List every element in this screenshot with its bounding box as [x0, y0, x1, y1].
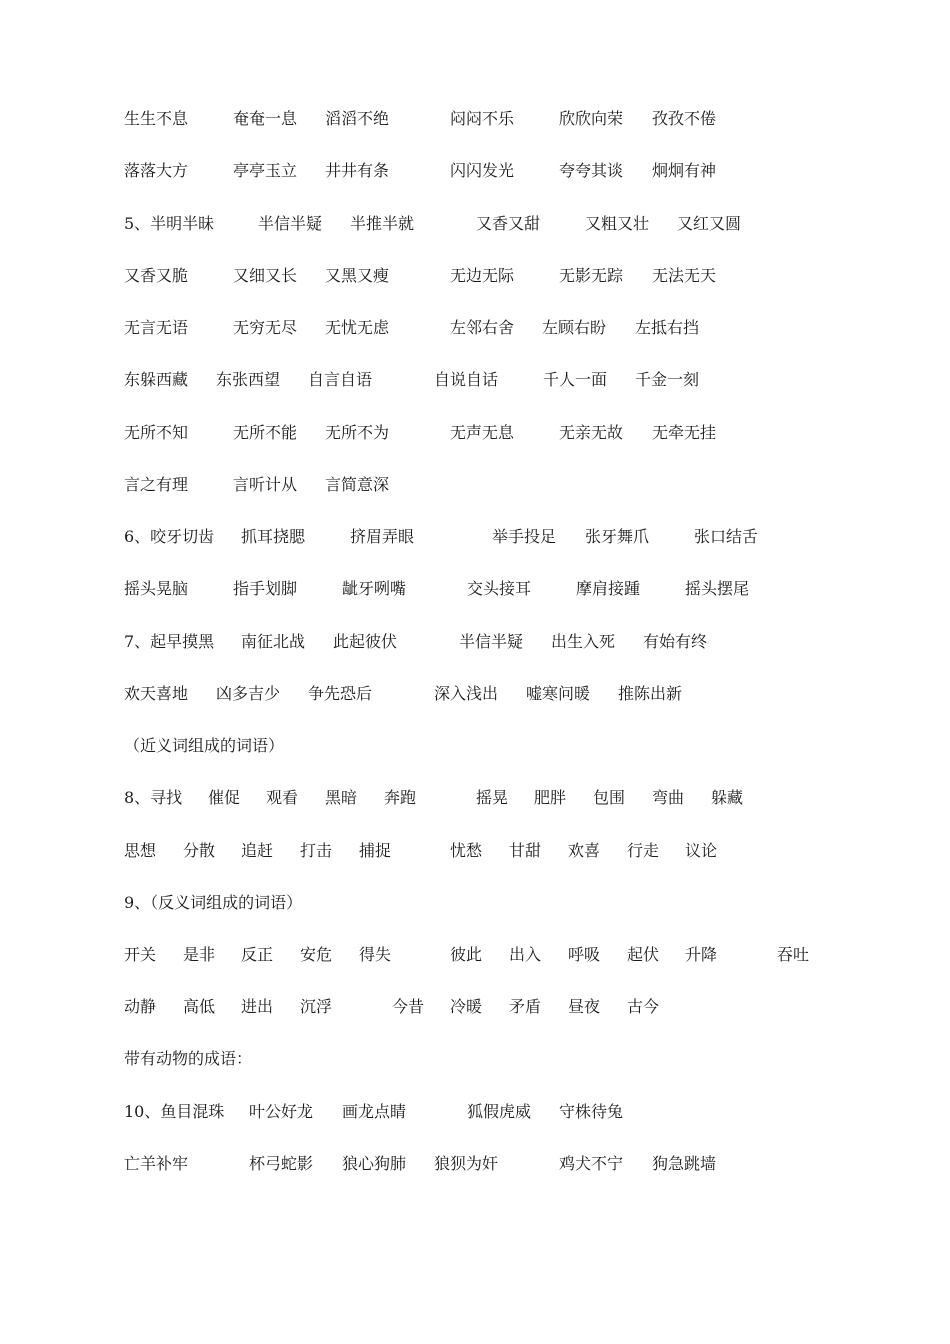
idiom-word: 落落大方 — [124, 161, 189, 180]
idiom-word: 又香又脆 — [124, 266, 189, 285]
text-line — [124, 212, 844, 236]
idiom-word: 狐假虎威 — [467, 1102, 532, 1121]
idiom-word: 夸夸其谈 — [559, 161, 624, 180]
idiom-word: 肥胖 — [534, 788, 567, 807]
text-line — [124, 368, 844, 392]
idiom-word: 亭亭玉立 — [233, 161, 298, 180]
idiom-word: 生生不息 — [124, 109, 189, 128]
idiom-word: 无声无息 — [450, 423, 515, 442]
idiom-word: 古今 — [627, 997, 660, 1016]
idiom-word: 无牵无挂 — [652, 423, 717, 442]
idiom-word: 议论 — [685, 841, 718, 860]
idiom-word: 捕捉 — [359, 841, 392, 860]
idiom-word: 分散 — [183, 841, 216, 860]
idiom-word: 又香又甜 — [476, 214, 541, 233]
idiom-word: 呼吸 — [568, 945, 601, 964]
section-heading: 带有动物的成语： — [124, 1049, 253, 1068]
idiom-word: 杯弓蛇影 — [249, 1154, 314, 1173]
section-heading: （近义词组成的词语） — [124, 736, 285, 755]
idiom-word: 凶多吉少 — [216, 684, 281, 703]
idiom-word: 此起彼伏 — [333, 632, 398, 651]
idiom-word: 狼心狗肺 — [342, 1154, 407, 1173]
idiom-word: 东躲西藏 — [124, 370, 189, 389]
idiom-word: 矛盾 — [509, 997, 542, 1016]
idiom-word: 摩肩接踵 — [576, 579, 641, 598]
idiom-word: 指手划脚 — [233, 579, 298, 598]
idiom-word: 出入 — [509, 945, 542, 964]
idiom-word: 7、起早摸黑 — [124, 632, 215, 651]
idiom-word: 深入浅出 — [434, 684, 499, 703]
idiom-word: 无所不能 — [233, 423, 298, 442]
idiom-word: 安危 — [300, 945, 333, 964]
text-line — [124, 839, 844, 863]
idiom-word: 左邻右舍 — [450, 318, 515, 337]
idiom-word: 东张西望 — [216, 370, 281, 389]
text-line — [124, 1152, 844, 1176]
idiom-word: 推陈出新 — [618, 684, 683, 703]
idiom-word: 欢喜 — [568, 841, 601, 860]
idiom-word: 6、咬牙切齿 — [124, 527, 215, 546]
text-line — [124, 525, 844, 549]
idiom-word: 无边无际 — [450, 266, 515, 285]
idiom-word: 左抵右挡 — [635, 318, 700, 337]
text-line — [124, 264, 844, 288]
text-line — [124, 421, 844, 445]
idiom-word: 无法无天 — [652, 266, 717, 285]
idiom-word: 反正 — [241, 945, 274, 964]
idiom-word: 滔滔不绝 — [325, 109, 390, 128]
idiom-word: 言听计从 — [233, 475, 298, 494]
idiom-word: 8、寻找 — [124, 788, 183, 807]
text-line — [124, 159, 844, 183]
idiom-word: 井井有条 — [325, 161, 390, 180]
idiom-word: 无所不为 — [325, 423, 390, 442]
idiom-word: 挤眉弄眼 — [350, 527, 415, 546]
text-line — [124, 995, 844, 1019]
idiom-word: 交头接耳 — [467, 579, 532, 598]
idiom-word: 无忧无虑 — [325, 318, 390, 337]
idiom-word: 摇晃 — [476, 788, 509, 807]
idiom-word: 黑暗 — [325, 788, 358, 807]
idiom-word: 龇牙咧嘴 — [342, 579, 407, 598]
idiom-word: 升降 — [685, 945, 718, 964]
text-line — [124, 682, 844, 706]
idiom-word: 无言无语 — [124, 318, 189, 337]
text-line — [124, 107, 844, 131]
idiom-word: 5、半明半昧 — [124, 214, 215, 233]
idiom-word: 半信半疑 — [258, 214, 323, 233]
idiom-word: 半信半疑 — [459, 632, 524, 651]
idiom-word: 张牙舞爪 — [585, 527, 650, 546]
idiom-word: 昼夜 — [568, 997, 601, 1016]
idiom-word: 自言自语 — [308, 370, 373, 389]
text-line — [124, 1100, 844, 1124]
idiom-word: 催促 — [208, 788, 241, 807]
idiom-word: 得失 — [359, 945, 392, 964]
text-line — [124, 734, 844, 758]
idiom-word: 炯炯有神 — [652, 161, 717, 180]
idiom-word: 无所不知 — [124, 423, 189, 442]
idiom-word: 动静 — [124, 997, 157, 1016]
text-line — [124, 943, 844, 967]
idiom-word: 举手投足 — [492, 527, 557, 546]
idiom-word: 言之有理 — [124, 475, 189, 494]
idiom-word: 10、鱼目混珠 — [124, 1102, 225, 1121]
idiom-word: 千人一面 — [543, 370, 608, 389]
text-line — [124, 891, 844, 915]
idiom-word: 南征北战 — [241, 632, 306, 651]
idiom-word: 欣欣向荣 — [559, 109, 624, 128]
idiom-word: 鸡犬不宁 — [559, 1154, 624, 1173]
idiom-word: 弯曲 — [652, 788, 685, 807]
idiom-word: 打击 — [300, 841, 333, 860]
idiom-word: 高低 — [183, 997, 216, 1016]
idiom-word: 躲藏 — [711, 788, 744, 807]
idiom-word: 闷闷不乐 — [450, 109, 515, 128]
text-line — [124, 473, 844, 497]
idiom-word: 亡羊补牢 — [124, 1154, 189, 1173]
idiom-word: 摇头晃脑 — [124, 579, 189, 598]
idiom-word: 进出 — [241, 997, 274, 1016]
idiom-word: 孜孜不倦 — [652, 109, 717, 128]
idiom-word: 又红又圆 — [677, 214, 742, 233]
text-line — [124, 316, 844, 340]
text-line — [124, 630, 844, 654]
idiom-word: 又粗又壮 — [585, 214, 650, 233]
idiom-word: 狼狈为奸 — [434, 1154, 499, 1173]
text-line — [124, 577, 844, 601]
idiom-word: 又细又长 — [233, 266, 298, 285]
idiom-word: 甘甜 — [509, 841, 542, 860]
text-line — [124, 1047, 844, 1071]
idiom-word: 是非 — [183, 945, 216, 964]
idiom-word: 狗急跳墙 — [652, 1154, 717, 1173]
idiom-word: 冷暖 — [450, 997, 483, 1016]
idiom-word: 有始有终 — [643, 632, 708, 651]
idiom-word: 无亲无故 — [559, 423, 624, 442]
idiom-word: 观看 — [266, 788, 299, 807]
text-line — [124, 786, 844, 810]
idiom-word: 奄奄一息 — [233, 109, 298, 128]
idiom-word: 奔跑 — [384, 788, 417, 807]
idiom-word: 思想 — [124, 841, 157, 860]
idiom-word: 左顾右盼 — [542, 318, 607, 337]
idiom-word: 无影无踪 — [559, 266, 624, 285]
idiom-word: 千金一刻 — [635, 370, 700, 389]
idiom-word: 行走 — [627, 841, 660, 860]
idiom-word: 沉浮 — [300, 997, 333, 1016]
idiom-word: 起伏 — [627, 945, 660, 964]
idiom-word: 吞吐 — [777, 945, 810, 964]
idiom-word: 欢天喜地 — [124, 684, 189, 703]
idiom-word: 开关 — [124, 945, 157, 964]
idiom-word: 抓耳挠腮 — [241, 527, 306, 546]
idiom-word: 言简意深 — [325, 475, 390, 494]
idiom-word: 嘘寒问暖 — [526, 684, 591, 703]
idiom-word: 半推半就 — [350, 214, 415, 233]
idiom-word: 今昔 — [392, 997, 425, 1016]
idiom-word: 自说自话 — [434, 370, 499, 389]
idiom-word: 彼此 — [450, 945, 483, 964]
idiom-word: 守株待兔 — [559, 1102, 624, 1121]
idiom-word: 闪闪发光 — [450, 161, 515, 180]
idiom-word: 无穷无尽 — [233, 318, 298, 337]
idiom-word: 忧愁 — [450, 841, 483, 860]
idiom-word: 画龙点睛 — [342, 1102, 407, 1121]
idiom-word: 叶公好龙 — [249, 1102, 314, 1121]
idiom-word: 摇头摆尾 — [685, 579, 750, 598]
idiom-word: 出生入死 — [551, 632, 616, 651]
idiom-word: 又黑又瘦 — [325, 266, 390, 285]
section-heading: 9、（反义词组成的词语） — [124, 893, 303, 912]
idiom-word: 追赶 — [241, 841, 274, 860]
idiom-word: 包围 — [593, 788, 626, 807]
idiom-word: 争先恐后 — [308, 684, 373, 703]
idiom-word: 张口结舌 — [694, 527, 759, 546]
